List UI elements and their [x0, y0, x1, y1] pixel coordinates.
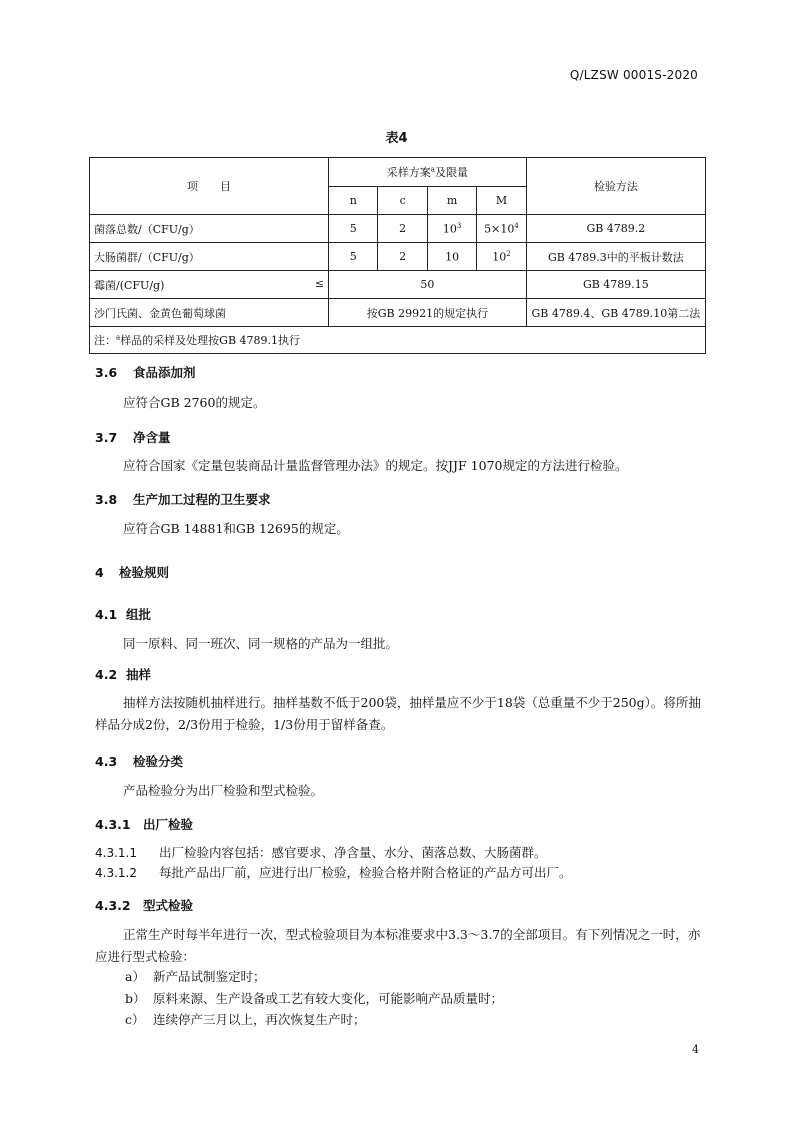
section-heading-4: 4 检验规则	[95, 565, 170, 580]
row-n: 5	[329, 215, 378, 243]
section-text-4-1: 同一原料、同一班次、同一规格的产品为一组批。	[123, 636, 399, 651]
table-row	[90, 243, 706, 271]
section-text-4-2: 抽样方法按随机抽样进行。抽样基数不低于200袋，抽样量应不少于18袋（总重量不少于250g）。将所抽样品分成2份，2/3份用于检验，1/3份用于留样备查。	[95, 695, 701, 732]
row-pathogen-limit: 按GB 29921的规定执行	[329, 299, 527, 327]
row-m: $10^3$	[427, 215, 476, 243]
header-c: c	[378, 187, 427, 215]
table-title: 表4	[385, 131, 408, 146]
section-heading-4-2: 4.2 抽样	[95, 667, 152, 682]
section-heading-3-6: 3.6 食品添加剂	[95, 365, 196, 380]
row-c: 2	[378, 243, 427, 271]
row-method: GB 4789.4、GB 4789.10第二法	[526, 299, 705, 327]
section-text-3-6: 应符合GB 2760的规定。	[123, 395, 266, 410]
header-m: m	[427, 187, 476, 215]
section-heading-4-3-1: 4.3.1 出厂检验	[95, 817, 194, 832]
row-item-pathogens: 沙门氏菌、金黄色葡萄球菌	[90, 299, 329, 327]
list-item-a: a） 新产品试制鉴定时；	[125, 969, 266, 984]
list-item-c: c） 连续停产三月以上，再次恢复生产时；	[125, 1012, 366, 1027]
section-heading-4-3: 4.3 检验分类	[95, 754, 184, 769]
row-item: 大肠菌群/（CFU/g）	[90, 243, 329, 271]
row-M: $10^2$	[477, 243, 526, 271]
table-row	[90, 271, 706, 299]
list-item-b: b） 原料来源、生产设备或工艺有较大变化，可能影响产品质量时；	[125, 991, 504, 1006]
clause-4-3-1-1: 4.3.1.1 出厂检验内容包括：感官要求、净含量、水分、菌落总数、大肠菌群。	[95, 845, 547, 860]
standard-code: Q/LZSW 0001S-2020	[569, 68, 698, 82]
row-method: GB 4789.2	[526, 215, 705, 243]
section-heading-3-7: 3.7 净含量	[95, 430, 171, 445]
header-sampling-plan: 采样方案$^a$及限量	[329, 158, 527, 187]
page-number: 4	[692, 1043, 699, 1056]
header-test-method: 检验方法	[526, 158, 705, 215]
clause-4-3-1-2: 4.3.1.2 每批产品出厂前，应进行出厂检验，检验合格并附合格证的产品方可出厂。	[95, 865, 572, 880]
row-M: $5\times 10^4$	[477, 215, 526, 243]
row-method: GB 4789.3中的平板计数法	[526, 243, 705, 271]
row-method: GB 4789.15	[526, 271, 705, 299]
section-text-4-3: 产品检验分为出厂检验和型式检验。	[123, 783, 324, 798]
header-item: 项 目	[90, 158, 329, 215]
header-n: n	[329, 187, 378, 215]
section-heading-4-1: 4.1 组批	[95, 607, 152, 622]
row-item: 菌落总数/（CFU/g）	[90, 215, 329, 243]
section-text-3-8: 应符合GB 14881和GB 12695的规定。	[123, 521, 349, 536]
section-heading-3-8: 3.8 生产加工过程的卫生要求	[95, 492, 271, 507]
row-mold-limit: 50	[329, 271, 527, 299]
table-note: 注：$^a$样品的采样及处理按GB 4789.1执行	[90, 327, 706, 354]
less-equal-sign: ≤	[314, 276, 325, 290]
table-row	[90, 215, 706, 243]
row-m: 10	[427, 243, 476, 271]
section-text-4-3-2: 正常生产时每半年进行一次，型式检验项目为本标准要求中3.3～3.7的全部项目。有下列情况之一时，亦应进行型式检验：	[95, 927, 701, 964]
row-c: 2	[378, 215, 427, 243]
header-M: M	[477, 187, 526, 215]
row-n: 5	[329, 243, 378, 271]
section-heading-4-3-2: 4.3.2 型式检验	[95, 898, 194, 913]
microbiological-limits-table	[89, 157, 706, 354]
table-row	[90, 299, 706, 327]
row-item-mold: 霉菌/(CFU/g) ≤	[90, 271, 329, 299]
section-text-3-7: 应符合国家《定量包装商品计量监督管理办法》的规定。按JJF 1070规定的方法进行检验。	[123, 458, 628, 473]
